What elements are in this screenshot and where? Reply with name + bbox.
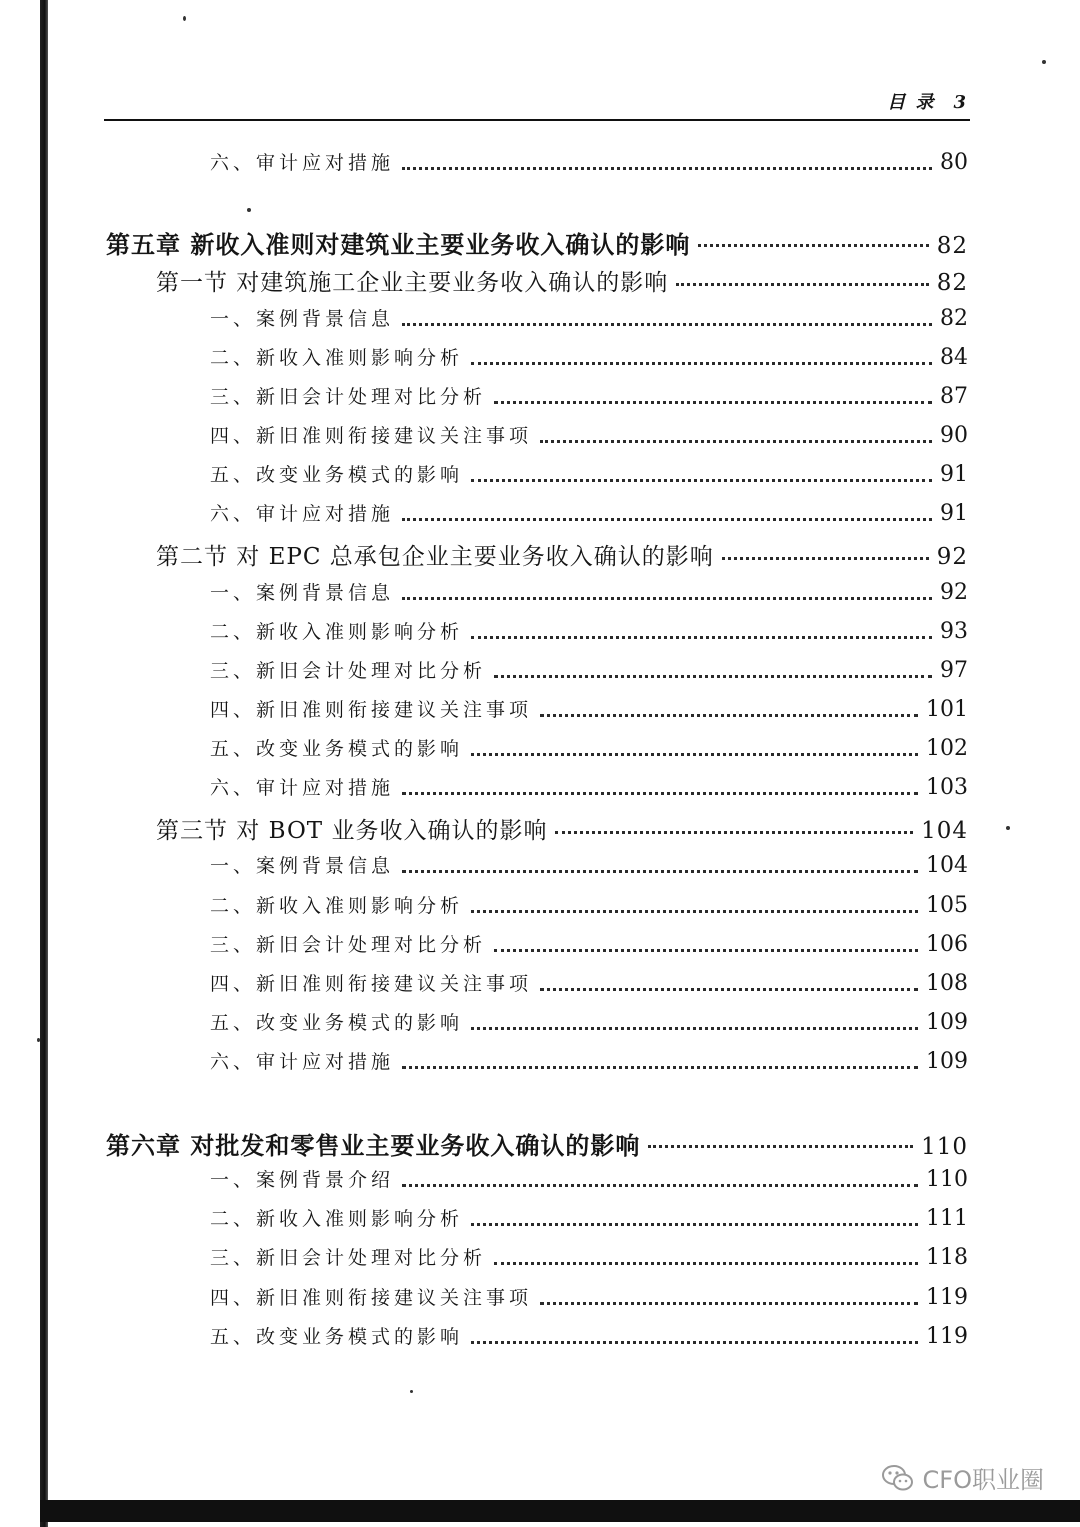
toc-entry-title: 五、改变业务模式的影响 (210, 1012, 464, 1034)
toc-entry-page: 111 (926, 1206, 968, 1231)
toc-entry-item (210, 1165, 968, 1195)
toc-entry-title: 四、新旧准则衔接建议关注事项 (210, 1287, 533, 1309)
toc-entry-page: 84 (940, 345, 968, 370)
toc-entry-chapter (106, 1126, 968, 1160)
toc-entry-page: 104 (921, 818, 968, 844)
toc-entry-page: 82 (936, 233, 968, 259)
toc-entry-title: 四、新旧准则衔接建议关注事项 (210, 973, 533, 995)
toc-entry-title: 第五章 新收入准则对建筑业主要业务收入确认的影响 (106, 230, 691, 259)
header-page-number: 3 (953, 92, 968, 113)
dot-leader (402, 867, 918, 873)
scan-bottom-edge (40, 1500, 1080, 1522)
toc-entry-title: 五、改变业务模式的影响 (210, 1326, 464, 1348)
watermark (881, 1460, 1044, 1495)
dot-leader (494, 1259, 918, 1265)
scan-speck (37, 1038, 40, 1042)
dot-leader (494, 672, 932, 678)
dot-leader (471, 1338, 918, 1344)
toc-entry-item (210, 578, 968, 608)
toc-entry-page: 102 (926, 736, 968, 761)
toc-entry-title: 六、审计应对措施 (210, 1051, 395, 1073)
toc-entry-item (210, 1322, 968, 1352)
dot-leader (471, 1024, 918, 1030)
toc-entry-section (156, 264, 968, 294)
toc-entry-title: 三、新旧会计处理对比分析 (210, 1247, 487, 1269)
toc-entry-page: 97 (940, 658, 968, 683)
dot-leader (540, 985, 918, 991)
dot-leader (471, 476, 932, 482)
dot-leader (471, 1220, 918, 1226)
toc-entry-page: 110 (926, 1167, 968, 1192)
toc-entry-item (210, 1204, 968, 1234)
toc-entry-title: 一、案例背景信息 (210, 582, 395, 604)
toc-entry-chapter (106, 225, 968, 259)
toc-entry-page: 119 (926, 1285, 968, 1310)
toc-entry-title: 六、审计应对措施 (210, 152, 395, 174)
toc-entry-page: 110 (921, 1134, 968, 1160)
dot-leader (471, 633, 932, 639)
toc-entry-page: 91 (940, 501, 968, 526)
toc-entry-page: 87 (940, 384, 968, 409)
toc-entry-title: 六、审计应对措施 (210, 503, 395, 525)
dot-leader (676, 280, 928, 286)
running-header (869, 88, 968, 114)
toc-entry-title: 三、新旧会计处理对比分析 (210, 934, 487, 956)
toc-entry-title: 三、新旧会计处理对比分析 (210, 386, 487, 408)
dot-leader (402, 164, 932, 170)
toc-entry-page: 103 (926, 775, 968, 800)
toc-entry-item (210, 499, 968, 529)
scan-left-edge (40, 0, 48, 1527)
toc-entry-title: 第三节 对 BOT 业务收入确认的影响 (156, 818, 548, 844)
scan-speck (1006, 826, 1010, 830)
toc-entry-page: 119 (926, 1324, 968, 1349)
toc-entry-page: 82 (936, 270, 968, 296)
scan-speck (247, 208, 251, 212)
toc-entry-page: 91 (940, 462, 968, 487)
toc-entry-item (210, 734, 968, 764)
toc-entry-title: 第一节 对建筑施工企业主要业务收入确认的影响 (156, 270, 669, 296)
toc-entry-item (210, 148, 968, 178)
toc-entry-item (210, 343, 968, 373)
toc-entry-item (210, 969, 968, 999)
toc-entry-item (210, 421, 968, 451)
toc-entry-item (210, 460, 968, 490)
toc-entry-page: 109 (926, 1049, 968, 1074)
toc-entry-title: 五、改变业务模式的影响 (210, 738, 464, 760)
dot-leader (402, 320, 932, 326)
header-rule (104, 119, 970, 121)
toc-entry-item (210, 1283, 968, 1313)
toc-entry-item (210, 1008, 968, 1038)
wechat-icon (881, 1463, 915, 1493)
toc-entry-page: 93 (940, 619, 968, 644)
dot-leader (540, 1299, 918, 1305)
dot-leader (540, 711, 918, 717)
toc-entry-item (210, 1243, 968, 1273)
dot-leader (471, 750, 918, 756)
dot-leader (402, 1063, 918, 1069)
dot-leader (540, 437, 932, 443)
dot-leader (402, 515, 932, 521)
toc-entry-title: 五、改变业务模式的影响 (210, 464, 464, 486)
toc-entry-page: 118 (926, 1245, 968, 1270)
toc-entry-item (210, 773, 968, 803)
toc-entry-title: 第六章 对批发和零售业主要业务收入确认的影响 (106, 1131, 641, 1160)
toc-entry-title: 一、案例背景信息 (210, 308, 395, 330)
dot-leader (471, 359, 932, 365)
toc-entry-item (210, 1047, 968, 1077)
dot-leader (555, 828, 913, 834)
toc-entry-title: 二、新收入准则影响分析 (210, 347, 464, 369)
scan-speck (410, 1390, 413, 1393)
toc-entry-item (210, 656, 968, 686)
toc-entry-title: 四、新旧准则衔接建议关注事项 (210, 425, 533, 447)
toc-entry-title: 六、审计应对措施 (210, 777, 395, 799)
toc-entry-title: 二、新收入准则影响分析 (210, 1208, 464, 1230)
toc-entry-item (210, 617, 968, 647)
dot-leader (402, 789, 918, 795)
dot-leader (698, 241, 928, 247)
toc-entry-title: 第二节 对 EPC 总承包企业主要业务收入确认的影响 (156, 544, 714, 570)
toc-entry-page: 82 (940, 306, 968, 331)
toc-entry-item (210, 695, 968, 725)
toc-entry-title: 二、新收入准则影响分析 (210, 895, 464, 917)
toc-entry-page: 109 (926, 1010, 968, 1035)
toc-entry-title: 一、案例背景介绍 (210, 1169, 395, 1191)
toc-entry-title: 二、新收入准则影响分析 (210, 621, 464, 643)
toc-entry-title: 一、案例背景信息 (210, 855, 395, 877)
toc-entry-title: 四、新旧准则衔接建议关注事项 (210, 699, 533, 721)
toc-entry-page: 108 (926, 971, 968, 996)
dot-leader (648, 1142, 913, 1148)
toc-entry-item (210, 930, 968, 960)
toc-entry-page: 92 (940, 580, 968, 605)
dot-leader (722, 554, 929, 560)
toc-entry-item (210, 851, 968, 881)
watermark-text: CFO职业圈 (922, 1466, 1044, 1494)
running-title: 目 录 (887, 92, 936, 113)
toc-entry-item (210, 891, 968, 921)
toc-entry-page: 80 (940, 150, 968, 175)
toc-entry-page: 101 (926, 697, 968, 722)
toc-entry-page: 106 (926, 932, 968, 957)
dot-leader (494, 946, 918, 952)
toc-entry-page: 92 (936, 544, 968, 570)
toc-entry-page: 105 (926, 893, 968, 918)
toc-entry-page: 104 (926, 853, 968, 878)
toc-entry-item (210, 382, 968, 412)
dot-leader (402, 1181, 918, 1187)
dot-leader (402, 594, 932, 600)
toc-entry-page: 90 (940, 423, 968, 448)
dot-leader (471, 907, 918, 913)
scan-speck (183, 16, 186, 21)
scan-speck (1042, 60, 1046, 64)
dot-leader (494, 398, 932, 404)
toc-entry-item (210, 304, 968, 334)
toc-entry-section (156, 812, 968, 842)
toc-entry-title: 三、新旧会计处理对比分析 (210, 660, 487, 682)
toc-entry-section (156, 538, 968, 568)
